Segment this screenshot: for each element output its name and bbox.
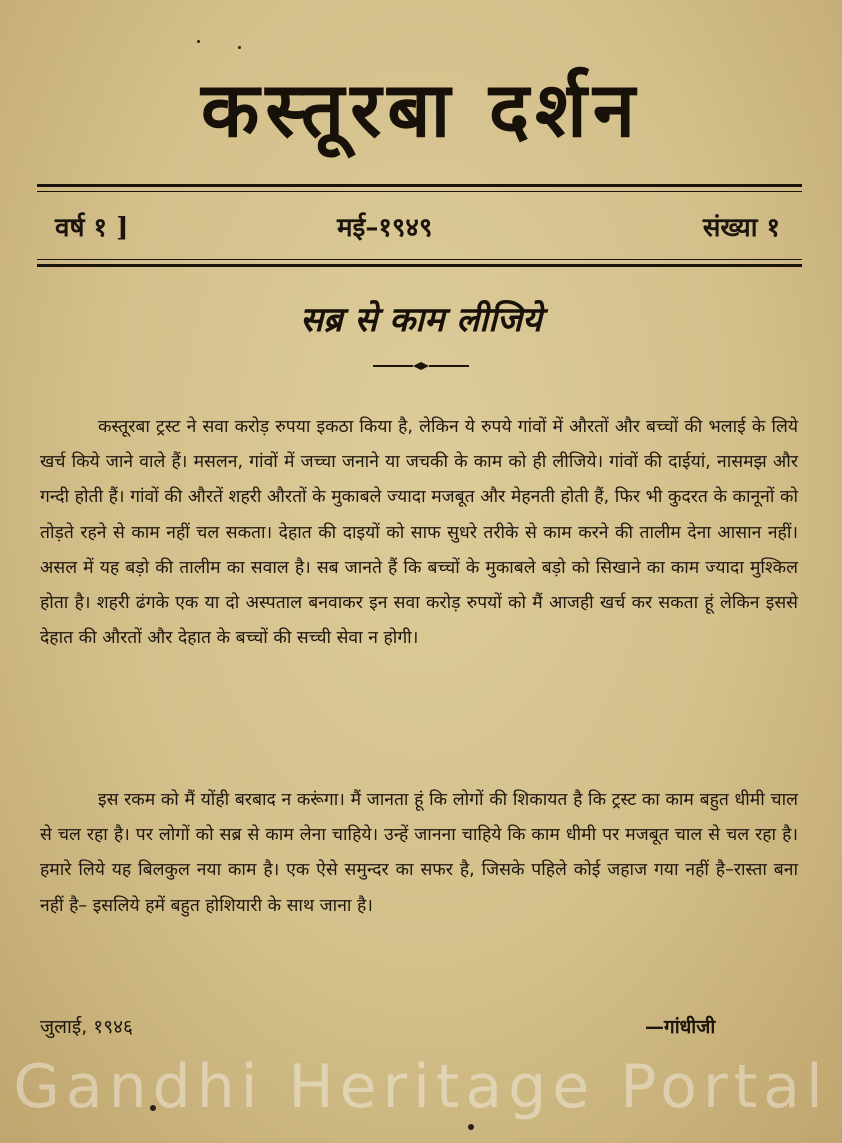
paragraph-text: इस रकम को मैं योंही बरबाद न करूंगा। मैं जानता हूं कि लोगों की शिकायत है कि ट्रस्ट का काम बहुत धीमी चाल से चल रहा है। पर लोगों को सब्र से काम लेना चाहिये। उन्हें जानना चाहिये कि काम धीमी पर मजबूत चाल से चल रहा है। हमारे लिये यह बिलकुल नया काम है। एक ऐसे समुन्दर का सफर है, जिसके पहिले कोई जहाज गया नहीं है–रास्ता बना नहीं है– इसलिये हमें बहुत होशियारी के साथ जाना है।: [40, 790, 798, 916]
watermark-text: Gandhi Heritage Portal: [13, 1052, 829, 1122]
article-title: सब्र से काम लीजिये: [300, 300, 542, 340]
masthead-title: कस्तूरबा दर्शन: [200, 65, 642, 154]
issue-number: संख्या १: [702, 213, 780, 243]
paragraph-text: कस्तूरबा ट्रस्ट ने सवा करोड़ रुपया इकठा किया है, लेकिन ये रुपये गांवों में औरतों और बच्चों की भलाई के लिये खर्च किये जाने वाले हैं। मसलन, गांवों में जच्चा जनाने या जचकी के काम को ही लीजिये। गांवों की दाईयां, नासमझ और गन्दी होती हैं। गांवों की औरतें शहरी औरतों के मुकाबले ज्यादा मजबूत और मेहनती होती हैं, फिर भी कुदरत के कानूनों को तोड़ते रहने से काम नहीं चल सकता। देहात की दाइयों को साफ सुधरे तरीके से काम करने की तालीम देना आसान नहीं। असल में यह बड़ो की तालीम का सवाल है। सब जानते हैं कि बच्चों के मुकाबले बड़ो को सिखाने का काम ज्यादा मुश्किल होता है। शहरी ढंगके एक या दो अस्पताल बनवाकर इन सवा करोड़ रुपयों को मैं आजही खर्च कर सकता हूं लेकिन इससे देहात की औरतों और देहात के बच्चों की सच्ची सेवा न होगी।: [40, 417, 798, 649]
divider-ornament: [373, 362, 469, 370]
article-author: —गांधीजी: [645, 1016, 716, 1038]
article-date: जुलाई, १९४६: [40, 1016, 133, 1038]
header-rule-bottom-thick: [37, 264, 802, 267]
header-rule-top-thick: [37, 184, 802, 187]
header-rule-top-thin: [37, 191, 802, 192]
issue-info-row: [55, 208, 780, 252]
paper-speck: [197, 40, 200, 43]
issue-date: मई–१९४९: [337, 213, 433, 243]
article-paragraph-2: [40, 783, 798, 924]
paper-speck: [468, 1124, 474, 1130]
article-paragraph-1: [40, 410, 798, 656]
header-rule-bottom-thin: [37, 259, 802, 260]
paper-speck: [238, 46, 241, 49]
issue-volume: वर्ष १ ]: [55, 213, 129, 243]
